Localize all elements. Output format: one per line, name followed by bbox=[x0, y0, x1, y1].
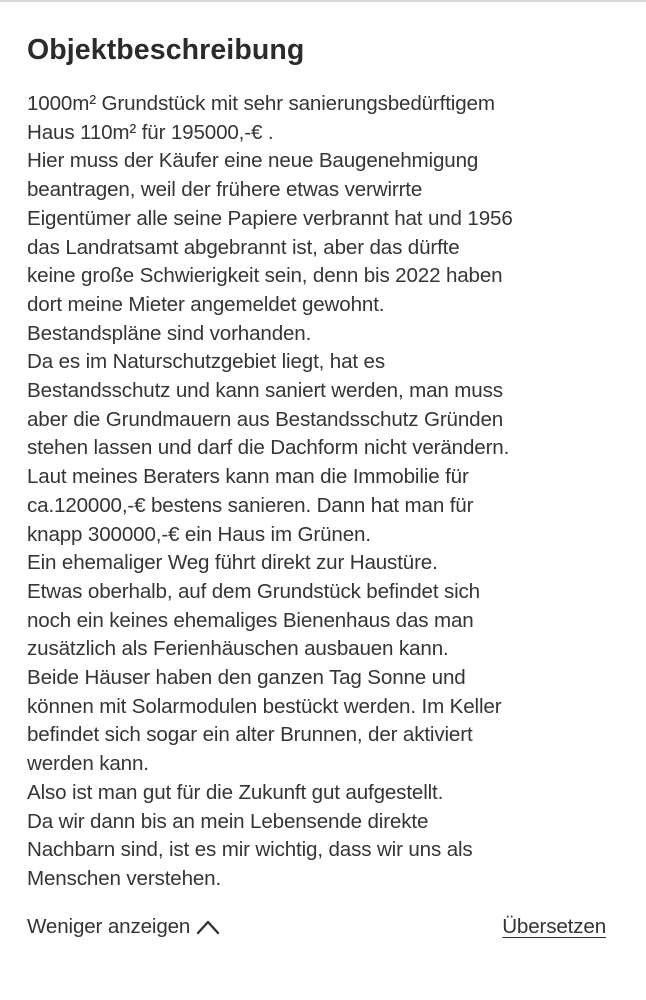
description-line: aber die Grundmauern aus Bestandsschutz Gründen bbox=[27, 407, 504, 431]
description-line: werden kann. bbox=[27, 752, 149, 776]
section-title: Objektbeschreibung bbox=[27, 34, 305, 66]
show-less-button[interactable] bbox=[27, 915, 220, 939]
show-less-label: Weniger anzeigen bbox=[27, 915, 191, 938]
top-divider bbox=[0, 0, 646, 2]
description-line: keine große Schwierigkeit sein, denn bis 2022 haben bbox=[27, 264, 503, 288]
description-line: Bestandsschutz und kann saniert werden, man muss bbox=[27, 379, 503, 403]
description-line: Haus 110m² für 195000,-€ . bbox=[27, 120, 274, 144]
description-line: Da wir dann bis an mein Lebensende direkte bbox=[27, 809, 429, 833]
object-description-section bbox=[27, 28, 627, 894]
description-line: Ein ehemaliger Weg führt direkt zur Haustüre. bbox=[27, 551, 438, 575]
description-line: Nachbarn sind, ist es mir wichtig, dass wir uns als bbox=[27, 838, 473, 862]
description-line: Also ist man gut für die Zukunft gut aufgestellt. bbox=[27, 780, 444, 804]
description-line: Da es im Naturschutzgebiet liegt, hat es bbox=[27, 350, 386, 374]
description-line: Hier muss der Käufer eine neue Baugenehmigung bbox=[27, 149, 479, 173]
description-line: noch ein keines ehemaliges Bienenhaus das man bbox=[27, 608, 474, 632]
description-line: dort meine Mieter angemeldet gewohnt. bbox=[27, 292, 385, 316]
chevron-up-icon bbox=[196, 919, 220, 935]
description-footer bbox=[27, 912, 606, 942]
description-line: 1000m² Grundstück mit sehr sanierungsbedürftigem bbox=[27, 92, 495, 115]
description-line: das Landratsamt abgebrannt ist, aber das dürfte bbox=[27, 235, 460, 259]
description-line: befindet sich sogar ein alter Brunnen, der aktiviert bbox=[27, 723, 473, 747]
description-line: können mit Solarmodulen bestückt werden. Im Keller bbox=[27, 694, 502, 718]
description-text bbox=[27, 90, 627, 894]
description-line: Menschen verstehen. bbox=[27, 866, 222, 890]
description-line: stehen lassen und darf die Dachform nicht verändern. bbox=[27, 436, 510, 460]
description-line: Eigentümer alle seine Papiere verbrannt hat und 1956 bbox=[27, 206, 513, 230]
description-line: knapp 300000,-€ ein Haus im Grünen. bbox=[27, 522, 371, 546]
description-line: Beide Häuser haben den ganzen Tag Sonne und bbox=[27, 666, 466, 690]
description-line: beantragen, weil der frühere etwas verwirrte bbox=[27, 178, 423, 202]
description-line: Etwas oberhalb, auf dem Grundstück befindet sich bbox=[27, 579, 480, 603]
description-line: Laut meines Beraters kann man die Immobilie für bbox=[27, 465, 469, 489]
description-line: ca.120000,-€ bestens sanieren. Dann hat man für bbox=[27, 493, 474, 517]
description-line: zusätzlich als Ferienhäuschen ausbauen kann. bbox=[27, 637, 449, 661]
description-line: Bestandspläne sind vorhanden. bbox=[27, 321, 312, 345]
translate-link[interactable]: Übersetzen bbox=[502, 915, 606, 938]
